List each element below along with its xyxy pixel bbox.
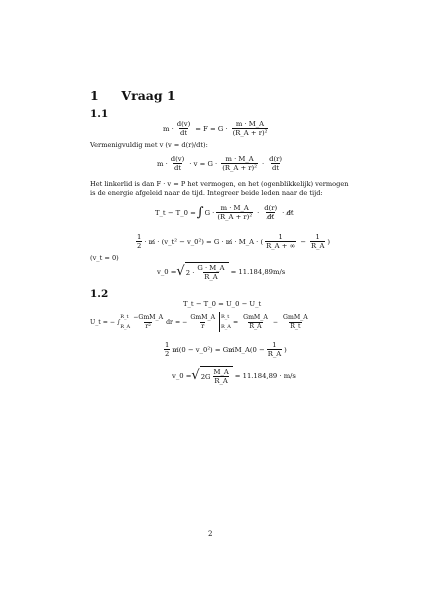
eq4-bden: R_A — [310, 242, 325, 250]
f3-half-den: 2 — [165, 350, 170, 358]
eq3-fraction — [216, 204, 253, 221]
eq3-dnum: d(r) — [264, 204, 278, 212]
eq2-rden: (R_A + r)² — [222, 164, 257, 172]
eq2-rfraction — [221, 155, 258, 172]
f4-result: = 11.184,89 · m/s — [234, 371, 296, 380]
f3-half — [164, 341, 170, 358]
f2-den2: r — [201, 322, 205, 330]
text-multiply: Vermenigvuldig met v (v = d(r)/dt): — [90, 141, 208, 149]
f4-den: R_A — [214, 377, 228, 385]
eq1-rden: (R_A + r)² — [232, 129, 268, 137]
f2-num2: GmM_A — [190, 313, 216, 321]
eq3-dfraction — [263, 204, 278, 221]
eq3-num: m · M_A — [220, 204, 249, 212]
page-number: 2 — [208, 530, 213, 538]
f2-minus: − — [272, 318, 279, 326]
subsection-1-2: 1.2 — [90, 288, 109, 300]
f2-den3: R_A — [249, 322, 262, 330]
eq4-aden: R_A + ∞ — [266, 242, 296, 250]
f4-fraction — [212, 368, 229, 385]
f2-den4: R_t — [290, 322, 301, 330]
eq2-den: dt — [173, 164, 182, 172]
f1-text: T_t − T_0 = U_0 − U_t — [183, 300, 262, 308]
eq3-left: T_t − T_0 = — [155, 208, 196, 217]
eq4-bfraction — [310, 233, 325, 250]
eq1-mid: = F = G · — [195, 124, 228, 133]
eq1-rnum: m · M_A — [235, 120, 265, 128]
eq2-dot: · — [261, 159, 265, 168]
eq5-den: R_A — [204, 273, 218, 281]
eq1-fraction — [176, 120, 192, 137]
eq4-half — [136, 233, 142, 250]
subsection-1-1: 1.1 — [90, 108, 109, 120]
f2-eval-upper: R_t — [221, 314, 230, 320]
eq5-result: = 11.184,89m/s — [230, 267, 286, 276]
f4-sqrt: √ 2G $\frac{M\_A}{R\_A}$ — [191, 366, 232, 385]
eq5-num: G · M_A — [197, 264, 225, 272]
eq3-dden: d̸t̸ — [267, 213, 275, 221]
f2-num4: GmM_A — [283, 313, 308, 321]
eq1-left: m · — [163, 124, 174, 133]
section-number: 1 — [90, 88, 99, 103]
eq5-left: v_0 = — [157, 267, 177, 276]
f2-left: U_t = − ∫ — [90, 318, 121, 326]
eq2-fraction — [170, 155, 186, 172]
equation-7 — [90, 312, 311, 332]
f2-eq: = — [232, 318, 239, 326]
eq4-minus: − — [300, 237, 306, 246]
f4-num: M_A — [213, 368, 229, 376]
eq2-dfraction — [268, 155, 283, 172]
eq2-left: m · — [157, 159, 168, 168]
eq2-num: d(v) — [170, 155, 185, 163]
eq2-rnum: m · M_A — [225, 155, 254, 163]
eq2-mid: · v = G · — [189, 159, 218, 168]
eq4-mid: · m̸ · (v_t² − v_0²) = G · m̸ · M_A · ( — [144, 237, 264, 246]
equation-3 — [155, 204, 296, 221]
f2-lower: R_A — [120, 324, 131, 330]
f2-eval-limits — [221, 312, 231, 332]
f2-num: −GmM_A — [133, 313, 164, 321]
equation-1 — [163, 120, 270, 137]
f3-fraction — [267, 341, 282, 358]
eq5-two: 2 · — [185, 268, 195, 277]
f2-fraction — [132, 314, 164, 331]
equation-4 — [134, 233, 330, 250]
f2-limits — [120, 312, 130, 332]
eq4-close: ) — [327, 237, 331, 246]
f2-dr: dr = − — [166, 318, 188, 326]
eq5-sqrt: √ 2 · $\frac{G \cdot M\_A}{R\_A}$ — [176, 262, 228, 281]
equation-5 — [157, 262, 287, 281]
text-left-side: Het linkerlid is dan F · v = P het vermogen, en het (ogenblikkelijk) vermogen — [90, 180, 349, 188]
f4-2g: 2G — [200, 372, 211, 381]
f4-left: v_0 = — [172, 371, 192, 380]
eq1-rfraction — [232, 120, 269, 137]
f3-num: 1 — [272, 341, 277, 349]
integral-sign: ∫ — [196, 204, 204, 220]
eq4-afraction — [265, 233, 296, 250]
eq4-half-num: 1 — [137, 233, 142, 241]
eq5-fraction — [196, 264, 225, 281]
equation-2 — [157, 155, 285, 172]
f2-num3: GmM_A — [243, 313, 268, 321]
text-condition: (v_t = 0) — [90, 254, 119, 262]
section-title: Vraag 1 — [121, 88, 176, 103]
f3-den: R_A — [267, 350, 282, 358]
eq3-den: (R_A + r)² — [217, 213, 253, 221]
text-energy: is de energie afgeleid naar de tijd. Integreer beide leden naar de tijd: — [90, 189, 323, 197]
f2-fraction3 — [242, 314, 269, 331]
eq2-dnum: d(r) — [269, 155, 283, 163]
f2-upper: R_t — [120, 314, 129, 320]
equation-8 — [162, 341, 287, 358]
eq3-end: · d̸t̸ — [282, 208, 294, 217]
eq3-g: G · — [204, 208, 215, 217]
eq1-den: dt — [179, 129, 188, 137]
f3-half-num: 1 — [165, 341, 170, 349]
f2-den: r² — [145, 322, 151, 330]
eq4-half-den: 2 — [137, 242, 142, 250]
f2-fraction2 — [189, 314, 216, 331]
eq3-dot: · — [257, 208, 260, 217]
section-heading — [90, 88, 176, 103]
f3-close: ) — [284, 345, 287, 354]
eq2-dden: dt — [272, 164, 280, 172]
equation-6 — [183, 300, 261, 308]
f2-fraction4 — [282, 314, 309, 331]
eq4-anum: 1 — [278, 233, 283, 241]
f3-mid: m̸(0 − v_0²) = Gm̸M_A(0 − — [172, 345, 265, 354]
f2-eval-bar — [219, 312, 220, 332]
equation-9 — [172, 366, 298, 385]
eq4-bnum: 1 — [315, 233, 320, 241]
eq1-num: d(v) — [176, 120, 191, 128]
f2-eval-lower: R_A — [221, 324, 231, 330]
